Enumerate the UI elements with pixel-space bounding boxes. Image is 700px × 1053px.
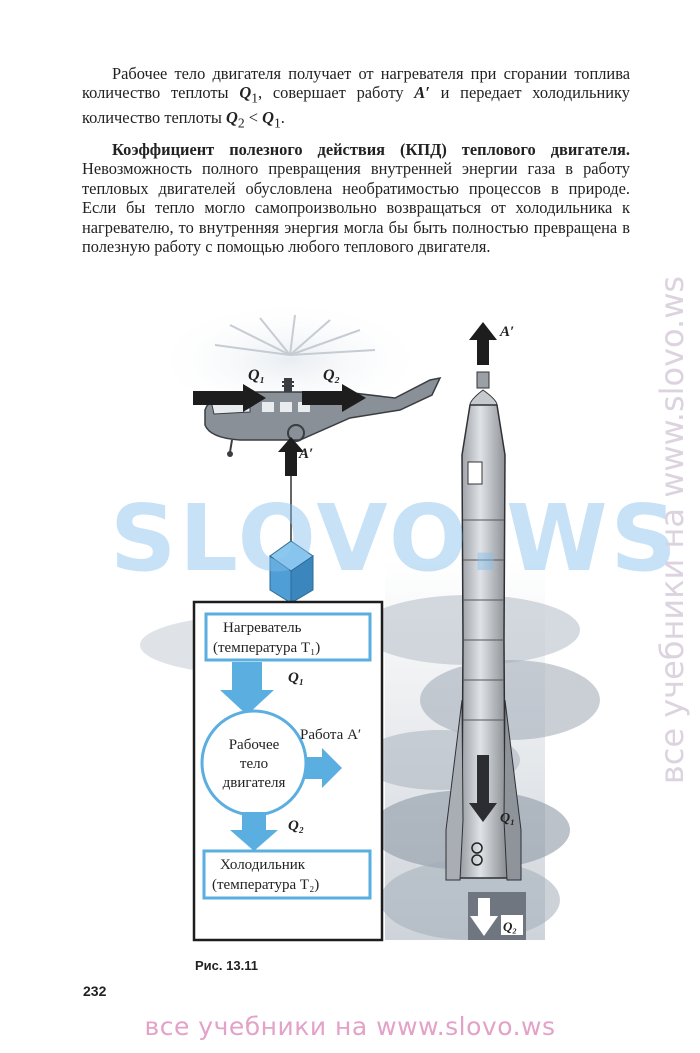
- heli-q1-label: Q₁: [248, 367, 266, 384]
- q1-subscript: 1: [251, 90, 259, 106]
- body-label-2: тело: [239, 756, 269, 772]
- page-number: 232: [83, 983, 107, 999]
- rocket-a-label: A′: [500, 324, 515, 340]
- section-heading: Коэффициент полезного действия (КПД) теплового двигателя.: [112, 140, 630, 159]
- q1b-symbol: Q: [262, 108, 274, 128]
- side-watermark: все учебники на www.slovo.ws: [653, 275, 691, 785]
- body-label-3: двигателя: [222, 775, 286, 791]
- figure-caption: Рис. 13.11: [195, 958, 258, 973]
- center-watermark: SLOVO.WS: [110, 485, 680, 592]
- footer-watermark-link[interactable]: все учебники на www.slovo.ws: [144, 1012, 556, 1041]
- heater-label-2: (температура T₁): [213, 640, 321, 656]
- cooler-label-1: Холодильник: [220, 857, 306, 873]
- heli-q2-label: Q₂: [323, 367, 341, 384]
- work-symbol: A′: [414, 83, 430, 103]
- body-label-1: Рабочее: [228, 737, 280, 753]
- p1-end: .: [280, 108, 285, 128]
- cooler-label-2: (температура T₂): [212, 877, 320, 893]
- q2-symbol: Q: [226, 108, 238, 128]
- flow-q2-label: Q₂: [288, 818, 305, 834]
- q1-symbol: Q: [239, 83, 252, 103]
- heater-label-1: Нагреватель: [223, 620, 302, 636]
- rocket-exhaust-panel: [468, 892, 526, 940]
- p1-text-c: и передает холодильнику количество теплоты: [82, 83, 630, 128]
- work-label: Работа A′: [300, 727, 362, 743]
- rocket-thrust-arrow: [469, 322, 497, 365]
- paragraph-2-body: Невозможность полного превращения внутренней энергии газа в работу тепловых двигателей обусловлена необратимостью процессов в природе. Если бы тепло могло самопроизвольно возвращаться от холодильника к нагревателю, то внутренняя энергия могла бы быть полностью превращена в полезную работу с помощью любого теплового двигателя.: [82, 159, 630, 257]
- rocket-q1-label: Q₁: [500, 811, 515, 826]
- heli-a-label: A′: [299, 446, 314, 462]
- q1b-subscript: 1: [273, 115, 281, 131]
- less-than: <: [244, 108, 263, 128]
- p1-text-b: , совершает работу: [258, 83, 415, 103]
- q2-subscript: 2: [237, 115, 245, 131]
- flow-q1-label: Q₁: [288, 670, 305, 686]
- rocket-q2-label: Q₂: [503, 919, 517, 934]
- p1-text-a: Рабочее тело двигателя получает от нагревателя при сгорании топлива количество теплоты: [82, 64, 630, 103]
